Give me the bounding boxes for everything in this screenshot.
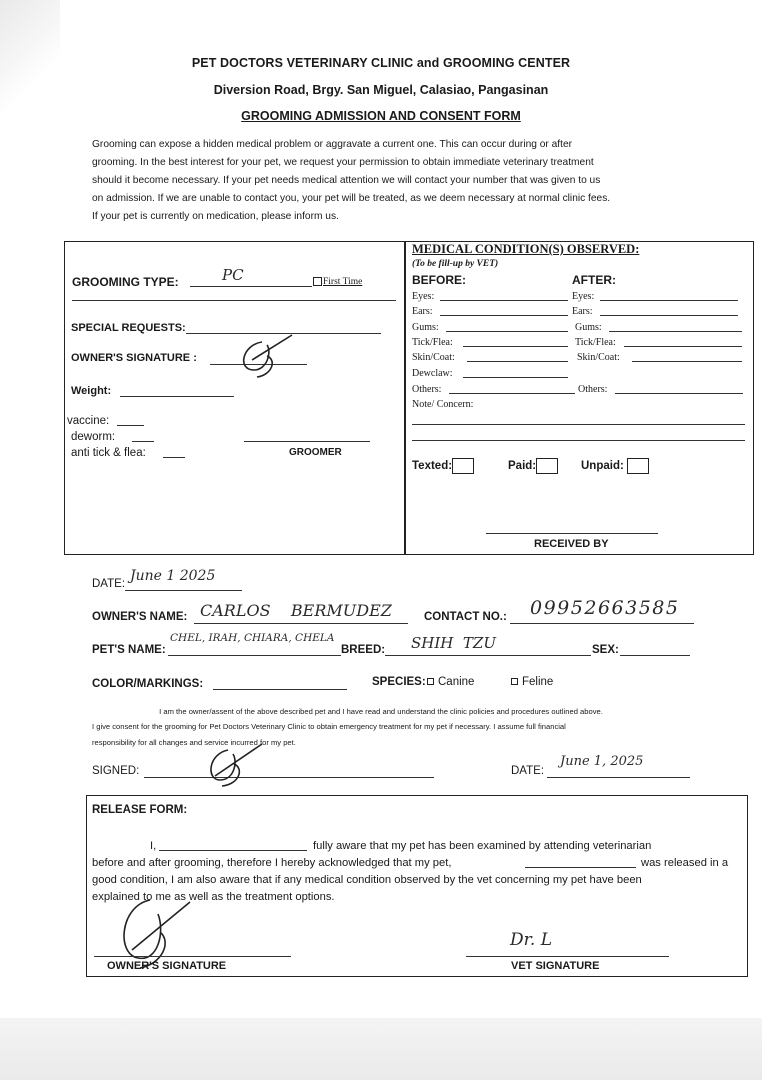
release-title: RELEASE FORM: [92,804,188,816]
before-tickflea-field[interactable] [463,346,568,347]
paid-label: Paid: [508,460,537,473]
after-eyes-label: Eyes: [572,291,595,302]
vaccine-field[interactable] [117,425,144,426]
intro-line: Grooming can expose a hidden medical problem or aggravate a current one. This can occur during or after [92,139,573,150]
consent-line-1: I am the owner/assent of the above described pet and I have read and understand the clinic policies and procedures outlined above. [159,707,603,716]
contact-label: CONTACT NO.: [424,611,507,623]
after-others-field[interactable] [615,393,743,394]
date-label: DATE: [92,578,126,590]
before-skincoat-label: Skin/Coat: [412,352,455,363]
vet-signature-value: Dr. L [510,930,552,950]
before-eyes-label: Eyes: [412,291,435,302]
canine-option[interactable] [427,676,474,688]
consent-date-label: DATE: [511,765,545,777]
feline-label: Feline [522,676,554,688]
texted-option[interactable] [412,458,474,474]
before-dewclaw-label: Dewclaw: [412,368,453,379]
unpaid-checkbox[interactable] [627,458,649,474]
date-field[interactable] [125,590,242,591]
deworm-label: deworm: [71,431,116,443]
consent-date-value: June 1, 2025 [560,754,644,769]
release-pet-field[interactable] [525,867,636,868]
after-label: AFTER: [572,273,616,287]
unpaid-label: Unpaid: [581,460,624,473]
first-time-checkbox[interactable] [313,277,322,286]
note-concern-label: Note/ Concern: [412,399,474,410]
anti-tick-field[interactable] [163,457,185,458]
date-value: June 1 2025 [130,568,216,584]
before-tickflea-label: Tick/Flea: [412,337,453,348]
texted-label: Texted: [412,460,453,473]
grooming-type-line[interactable] [190,286,312,287]
texted-checkbox[interactable] [452,458,474,474]
consent-line-3: responsibility for all changes and service incurred for my pet. [92,738,296,747]
clinic-name: PET DOCTORS VETERINARY CLINIC and GROOMING CENTER [191,56,571,70]
consent-date-field[interactable] [547,777,690,778]
consent-line-2: I give consent for the grooming for Pet Doctors Veterinary Clinic to obtain emergency treatment for my pet if necessary. I assume full financial [92,722,566,731]
before-others-field[interactable] [449,393,575,394]
color-markings-label: COLOR/MARKINGS: [92,678,204,690]
after-skincoat-label: Skin/Coat: [577,352,620,363]
grooming-type-underline [72,300,396,301]
paid-option[interactable] [508,458,558,474]
owner-signature-scribble-1 [232,330,302,385]
received-by-label: RECEIVED BY [534,538,609,550]
grooming-type-value: PC [222,266,244,284]
box-divider [404,241,406,554]
after-gums-label: Gums: [575,322,602,333]
before-dewclaw-field[interactable] [463,377,568,378]
clinic-address: Diversion Road, Brgy. San Miguel, Calasiao, Pangasinan [213,83,549,97]
contact-value: 09952663585 [530,597,680,619]
species-label: SPECIES: [372,676,426,688]
canine-checkbox[interactable] [427,678,434,685]
color-markings-field[interactable] [213,689,347,690]
note-line-1[interactable] [412,424,745,425]
form-title: GROOMING ADMISSION AND CONSENT FORM [241,109,521,123]
vaccine-label: vaccine: [67,415,110,427]
intro-line: on admission. If we are unable to contact you, your pet will be treated, as we deem necessary at normal clinic fees. [92,193,611,205]
sex-field[interactable] [620,655,690,656]
received-by-line[interactable] [486,533,658,534]
before-gums-label: Gums: [412,322,439,333]
before-eyes-field[interactable] [440,300,568,301]
unpaid-option[interactable] [581,458,649,474]
after-tickflea-field[interactable] [624,346,742,347]
before-ears-field[interactable] [440,315,568,316]
pet-name-label: PET'S NAME: [92,644,166,656]
anti-tick-label: anti tick & flea: [71,447,146,459]
feline-checkbox[interactable] [511,678,518,685]
owner-release-signature-line[interactable] [94,956,291,957]
paid-checkbox[interactable] [536,458,558,474]
intro-paragraph [92,136,696,226]
after-gums-field[interactable] [609,331,742,332]
first-time-option[interactable] [313,277,362,287]
release-line-2: before and after grooming, therefore I hereby acknowledged that my pet, [92,857,452,869]
after-skincoat-field[interactable] [632,361,742,362]
special-requests-label: SPECIAL REQUESTS: [71,322,186,334]
pet-name-value: CHEL, IRAH, CHIARA, CHELA [170,632,335,644]
owner-name-label: OWNER'S NAME: [92,611,188,623]
scan-bottom-edge [0,1018,762,1080]
owner-name-value: CARLOS BERMUDEZ [200,601,392,620]
groomer-label: GROOMER [289,447,342,458]
after-others-label: Others: [578,384,608,395]
breed-label: BREED: [341,644,386,656]
grooming-type-label: GROOMING TYPE: [72,275,179,289]
weight-field[interactable] [120,396,234,397]
breed-field[interactable] [385,655,591,656]
release-line-2b: was released in a [641,857,729,869]
deworm-field[interactable] [132,441,154,442]
intro-line: If your pet is currently on medication, please inform us. [92,211,339,223]
breed-value: SHIH TZU [411,634,496,652]
before-label: BEFORE: [412,273,466,287]
sex-label: SEX: [592,644,619,656]
feline-option[interactable] [511,676,553,688]
pet-name-field[interactable] [168,655,341,656]
first-time-label: First Time [323,277,363,287]
release-line-1: fully aware that my pet has been examined by attending veterinarian [313,840,652,852]
owner-signature-scribble-2 [200,740,270,795]
signed-label: SIGNED: [92,765,140,777]
before-ears-label: Ears: [412,306,433,317]
vet-signature-label: VET SIGNATURE [511,960,600,972]
after-ears-field[interactable] [600,315,738,316]
before-others-label: Others: [412,384,442,395]
medical-subtitle: (To be fill-up by VET) [412,259,499,269]
note-line-2[interactable] [412,440,745,441]
weight-label: Weight: [71,385,112,397]
after-tickflea-label: Tick/Flea: [575,337,616,348]
after-eyes-field[interactable] [600,300,738,301]
contact-field[interactable] [510,623,694,624]
release-line-4: explained to me as well as the treatment options. [92,891,335,903]
vet-signature-line[interactable] [466,956,669,957]
owner-release-signature-label: OWNER'S SIGNATURE [107,960,227,972]
canine-label: Canine [438,676,475,688]
release-name-field[interactable] [159,850,307,851]
intro-line: grooming. In the best interest for your pet, we request your permission to obtain immediate veterinary treatment [92,157,594,169]
owner-name-field[interactable] [194,623,408,624]
intro-line: should it become necessary. If your pet needs medical attention we will contact your number that was given to us [92,175,601,187]
signed-field[interactable] [144,777,434,778]
before-gums-field[interactable] [446,331,568,332]
groomer-signature-line[interactable] [244,441,370,442]
medical-title: MEDICAL CONDITION(S) OBSERVED: [412,242,640,256]
release-i: I, [150,840,157,852]
owner-signature-label: OWNER'S SIGNATURE : [71,352,197,364]
release-line-3: good condition, I am also aware that if any medical condition observed by the vet concerning my pet have been [92,874,642,886]
before-skincoat-field[interactable] [467,361,568,362]
after-ears-label: Ears: [572,306,593,317]
